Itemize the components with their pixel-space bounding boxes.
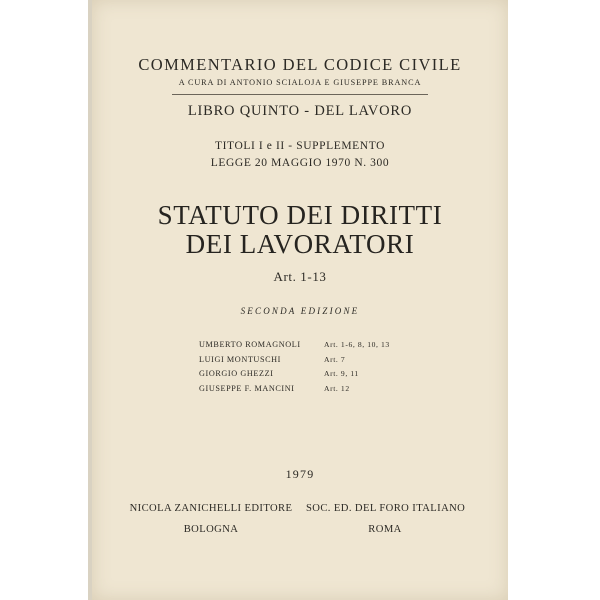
author-name: GIUSEPPE F. MANCINI [199, 383, 295, 393]
publication-year: 1979 [285, 467, 315, 481]
main-title-line-2: DEI LAVORATORI [185, 229, 415, 259]
book-title: LIBRO QUINTO - DEL LAVORO [187, 103, 413, 119]
publisher-right: SOC. ED. DEL FORO ITALIANO [306, 503, 466, 514]
author-name: GIORGIO GHEZZI [199, 369, 274, 378]
author-row [199, 367, 439, 382]
articles-range: Art. 1-13 [273, 269, 327, 284]
law-reference: LEGGE 20 MAGGIO 1970 N. 300 [210, 157, 390, 169]
author-row [199, 382, 439, 397]
series-title: COMMENTARIO DEL CODICE CIVILE [138, 55, 462, 74]
author-articles: Art. 7 [324, 354, 346, 364]
author-name: LUIGI MONTUSCHI [199, 354, 281, 364]
divider-rule [172, 94, 428, 95]
series-editors: A CURA DI ANTONIO SCIALOJA E GIUSEPPE BRANCA [178, 78, 422, 87]
author-articles: Art. 9, 11 [324, 369, 359, 378]
titles-line: TITOLI I e II - SUPPLEMENTO [214, 140, 386, 152]
publisher-left: NICOLA ZANICHELLI EDITORE [129, 503, 293, 514]
author-name: UMBERTO ROMAGNOLI [199, 340, 301, 349]
authors-list [199, 338, 439, 396]
author-articles: Art. 1-6, 8, 10, 13 [324, 340, 390, 349]
publisher-left-city: BOLOGNA [183, 524, 239, 535]
author-row [199, 338, 439, 353]
main-title-line-1: STATUTO DEI DIRITTI [157, 200, 443, 230]
author-articles: Art. 12 [324, 383, 350, 393]
edition-label: SECONDA EDIZIONE [240, 306, 360, 316]
publisher-right-city: ROMA [368, 524, 402, 535]
author-row [199, 353, 439, 368]
